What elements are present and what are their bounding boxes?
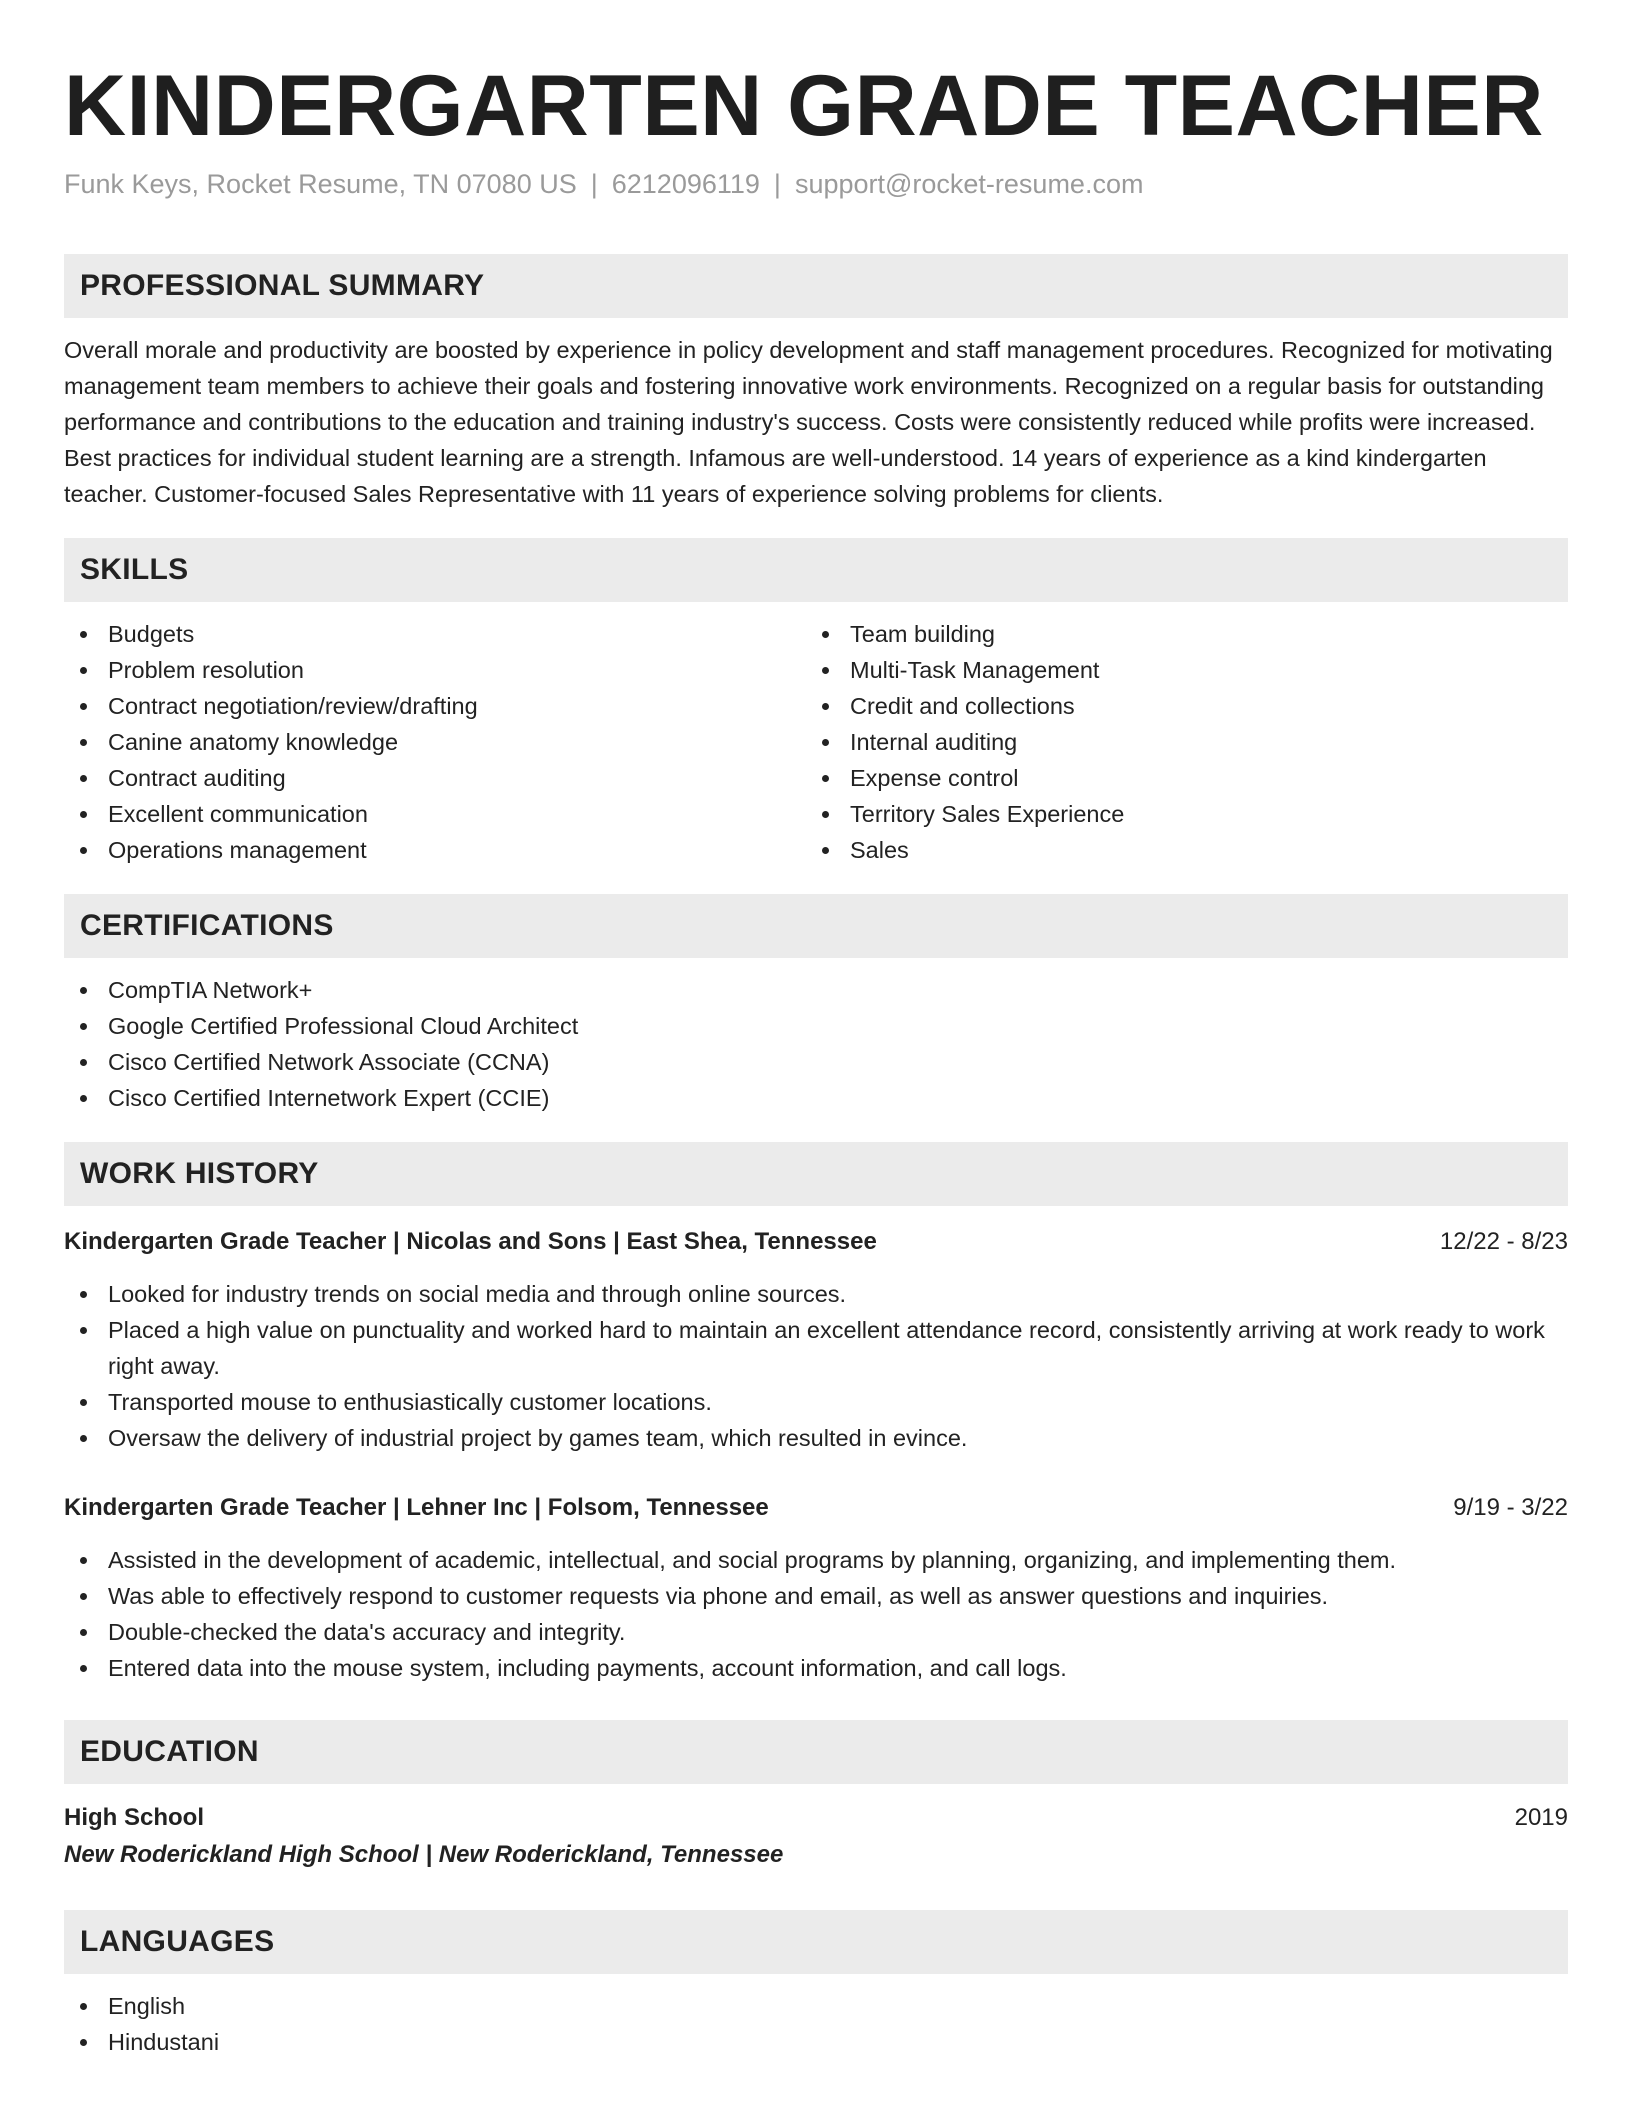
- contact-address: Funk Keys, Rocket Resume, TN 07080 US: [64, 169, 577, 199]
- skill-item: Problem resolution: [64, 652, 806, 688]
- job-bullet: Looked for industry trends on social media and through online sources.: [64, 1276, 1568, 1312]
- job-entry: [64, 1224, 1568, 1456]
- job-bullet: Placed a high value on punctuality and worked hard to maintain an excellent attendance record, consistently arriving at work ready to work right away.: [64, 1312, 1568, 1384]
- resume-name: KINDERGARTEN GRADE TEACHER: [64, 58, 1544, 154]
- section-heading-education: EDUCATION: [64, 1720, 1568, 1784]
- skill-item: Budgets: [64, 616, 806, 652]
- section-heading-certifications: CERTIFICATIONS: [64, 894, 1568, 958]
- contact-separator: |: [590, 169, 598, 199]
- job-bullet: Oversaw the delivery of industrial project by games team, which resulted in evince.: [64, 1420, 1568, 1456]
- job-header: [64, 1490, 1568, 1526]
- skill-item: Expense control: [806, 760, 1548, 796]
- skill-item: Internal auditing: [806, 724, 1548, 760]
- skill-item: Multi-Task Management: [806, 652, 1548, 688]
- skill-item: Excellent communication: [64, 796, 806, 832]
- skills-column-left: [64, 616, 806, 868]
- job-bullets: [64, 1276, 1568, 1456]
- resume-page: [64, 0, 1568, 2060]
- job-bullet: Transported mouse to enthusiastically customer locations.: [64, 1384, 1568, 1420]
- skill-item: Credit and collections: [806, 688, 1548, 724]
- education-year: 2019: [1514, 1804, 1568, 1831]
- education-degree: High School: [64, 1804, 204, 1831]
- job-header: [64, 1224, 1568, 1260]
- certification-item: Google Certified Professional Cloud Architect: [64, 1008, 1568, 1044]
- skills-column-right: [806, 616, 1548, 868]
- education-header: [64, 1800, 1568, 1836]
- skill-item: Team building: [806, 616, 1548, 652]
- education-entry: [64, 1800, 1568, 1874]
- summary-text: Overall morale and productivity are boosted by experience in policy development and staff management procedures. Recognized for motivating management team members to achieve their goals and fostering innovative work environments. Recognized on a regular basis for outstanding performance and contributions to the education and training industry's success. Costs were consistently reduced while profits were increased. Best practices for individual student learning are a strength. Infamous are well-understood. 14 years of experience as a kind kindergarten teacher. Customer-focused Sales Representative with 11 years of experience solving problems for clients.: [64, 337, 1553, 507]
- job-title: Kindergarten Grade Teacher | Nicolas and Sons | East Shea, Tennessee: [64, 1228, 877, 1255]
- contact-separator: |: [773, 169, 781, 199]
- job-bullet: Was able to effectively respond to customer requests via phone and email, as well as answer questions and inquiries.: [64, 1578, 1568, 1614]
- skill-item: Territory Sales Experience: [806, 796, 1548, 832]
- job-bullet: Double-checked the data's accuracy and integrity.: [64, 1614, 1568, 1650]
- job-bullet: Entered data into the mouse system, including payments, account information, and call logs.: [64, 1650, 1568, 1686]
- job-bullet: Assisted in the development of academic, intellectual, and social programs by planning, organizing, and implementing them.: [64, 1542, 1568, 1578]
- certification-item: CompTIA Network+: [64, 972, 1568, 1008]
- section-heading-skills: SKILLS: [64, 538, 1568, 602]
- skill-item: Canine anatomy knowledge: [64, 724, 806, 760]
- section-heading-work-history: WORK HISTORY: [64, 1142, 1568, 1206]
- job-dates: 9/19 - 3/22: [1453, 1494, 1568, 1521]
- language-item: Hindustani: [64, 2024, 1568, 2060]
- education-school: New Roderickland High School | New Roderickland, Tennessee: [64, 1841, 784, 1868]
- skills-list: [64, 616, 1568, 868]
- certification-item: Cisco Certified Internetwork Expert (CCIE): [64, 1080, 1568, 1116]
- language-item: English: [64, 1988, 1568, 2024]
- job-entry: [64, 1490, 1568, 1686]
- job-dates: 12/22 - 8/23: [1439, 1228, 1568, 1255]
- job-bullets: [64, 1542, 1568, 1686]
- skill-item: Operations management: [64, 832, 806, 868]
- contact-line: [64, 166, 1568, 202]
- skill-item: Sales: [806, 832, 1548, 868]
- contact-email: support@rocket-resume.com: [794, 169, 1144, 199]
- contact-phone: 6212096119: [611, 169, 760, 199]
- skill-item: Contract negotiation/review/drafting: [64, 688, 806, 724]
- skill-item: Contract auditing: [64, 760, 806, 796]
- languages-list: [64, 1988, 1568, 2060]
- job-title: Kindergarten Grade Teacher | Lehner Inc | Folsom, Tennessee: [64, 1494, 769, 1521]
- section-heading-languages: LANGUAGES: [64, 1910, 1568, 1974]
- section-heading-summary: PROFESSIONAL SUMMARY: [64, 254, 1568, 318]
- certification-item: Cisco Certified Network Associate (CCNA): [64, 1044, 1568, 1080]
- certifications-list: [64, 972, 1568, 1116]
